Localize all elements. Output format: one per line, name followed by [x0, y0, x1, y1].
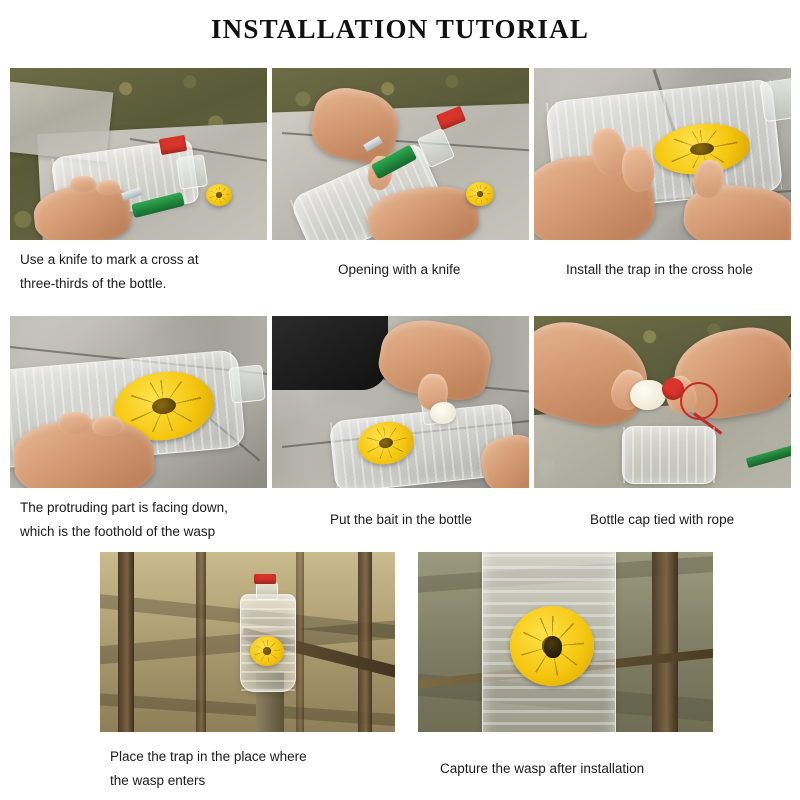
- step-caption-7: [110, 745, 400, 793]
- step-caption-2-line1: Opening with a knife: [338, 262, 461, 277]
- page-title: INSTALLATION TUTORIAL: [210, 14, 590, 44]
- step-photo-3: [534, 68, 791, 240]
- step-caption-7-line1: Place the trap in the place where: [110, 749, 307, 764]
- step-caption-2: [338, 258, 538, 282]
- step-caption-6: [590, 508, 796, 532]
- step-photo-5: [272, 316, 529, 488]
- step-caption-8: [440, 757, 730, 781]
- step-photo-1: [10, 68, 267, 240]
- step-caption-3-line1: Install the trap in the cross hole: [566, 262, 753, 277]
- step-photo-4: [10, 316, 267, 488]
- step-caption-4-line2: which is the foothold of the wasp: [20, 524, 216, 539]
- step-photo-8: [418, 552, 713, 732]
- step-caption-5: [330, 508, 540, 532]
- step-caption-1-line2: three-thirds of the bottle.: [20, 276, 167, 291]
- step-photo-2: [272, 68, 529, 240]
- step-caption-1-line1: Use a knife to mark a cross at: [20, 252, 199, 267]
- step-caption-4: [20, 496, 270, 544]
- step-caption-1: [20, 248, 270, 296]
- wasp: [544, 636, 562, 658]
- step-caption-6-line1: Bottle cap tied with rope: [590, 512, 735, 527]
- step-caption-5-line1: Put the bait in the bottle: [330, 512, 472, 527]
- step-caption-3: [566, 258, 796, 282]
- step-photo-6: [534, 316, 791, 488]
- step-caption-8-line1: Capture the wasp after installation: [440, 761, 645, 776]
- step-caption-4-line1: The protruding part is facing down,: [20, 500, 228, 515]
- step-caption-7-line2: the wasp enters: [110, 773, 206, 788]
- step-photo-7: [100, 552, 395, 732]
